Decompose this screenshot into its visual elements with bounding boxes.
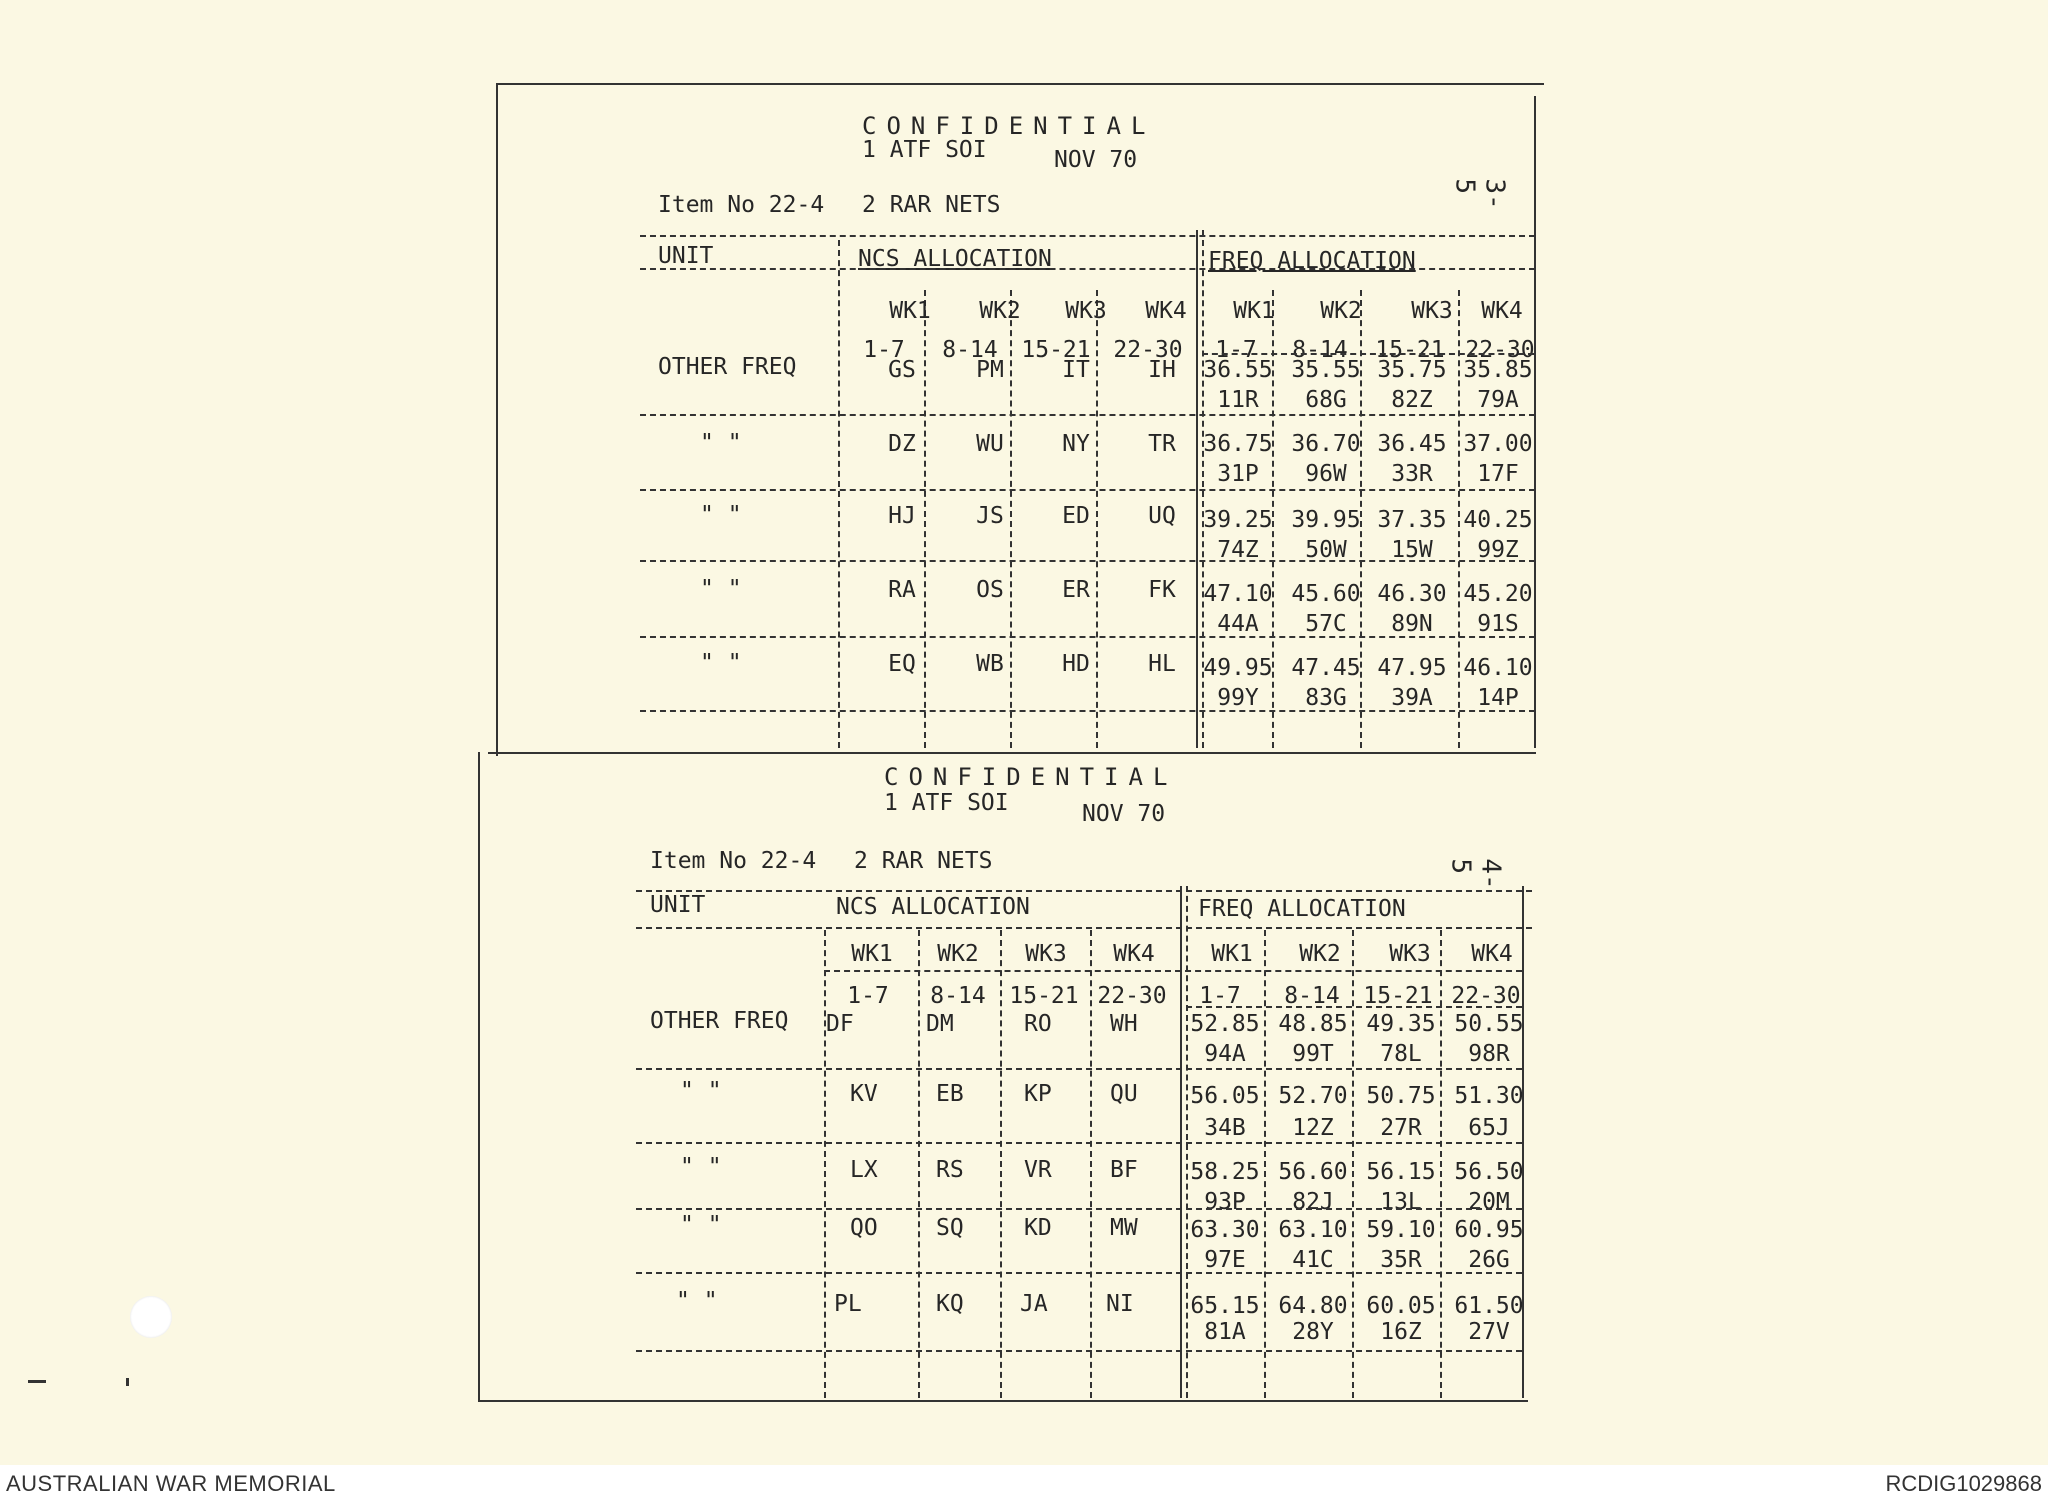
table-line (1440, 930, 1442, 1398)
date-range: 15-21 (1021, 337, 1091, 363)
ncs-callsign: SQ (936, 1215, 964, 1241)
page-number: 4-5 (1445, 858, 1506, 890)
ncs-callsign: RO (1024, 1011, 1052, 1037)
row-unit: " " (700, 502, 742, 528)
frequency-value: 52.70 (1278, 1083, 1348, 1109)
soi-label: 1 ATF SOI (862, 137, 987, 163)
table-line (640, 560, 1535, 562)
frequency-value: 39.25 (1203, 507, 1273, 533)
table-line (640, 710, 1535, 712)
frequency-value: 36.45 (1377, 431, 1447, 457)
ncs-callsign: MW (1110, 1215, 1138, 1241)
frequency-code: 31P (1217, 461, 1259, 487)
week-label: WK3 (1025, 941, 1067, 967)
table-line (838, 240, 840, 748)
freq-header: FREQ ALLOCATION (1208, 248, 1416, 274)
frequency-code: 26G (1468, 1247, 1510, 1273)
footer-reference: RCDIG1029868 (1885, 1471, 2042, 1496)
frequency-code: 44A (1217, 611, 1259, 637)
frequency-code: 13L (1380, 1189, 1422, 1215)
week-label: WK2 (1320, 298, 1362, 324)
ncs-header: NCS ALLOCATION (836, 894, 1030, 920)
frequency-code: 99Y (1217, 685, 1259, 711)
table-line (1202, 353, 1534, 355)
frequency-code: 83G (1305, 685, 1347, 711)
table-line (636, 1350, 1522, 1352)
frequency-value: 47.95 (1377, 655, 1447, 681)
frequency-value: 60.95 (1454, 1217, 1524, 1243)
frequency-code: 65J (1468, 1115, 1510, 1141)
footer-bar (0, 1465, 2048, 1501)
week-label: WK1 (851, 941, 893, 967)
frequency-code: 15W (1391, 537, 1433, 563)
row-unit: " " (680, 1212, 722, 1238)
date-range: 15-21 (1375, 337, 1445, 363)
ncs-callsign: EB (936, 1081, 964, 1107)
frequency-value: 35.85 (1463, 357, 1533, 383)
frequency-code: 27V (1468, 1319, 1510, 1345)
ncs-callsign: NY (1062, 431, 1090, 457)
frequency-value: 36.55 (1203, 357, 1273, 383)
frequency-value: 56.60 (1278, 1159, 1348, 1185)
table-line (640, 489, 1535, 491)
date-label: NOV 70 (1054, 147, 1138, 173)
week-label: WK3 (1065, 298, 1107, 324)
ncs-callsign: EQ (888, 651, 916, 677)
date-range: 22-30 (1113, 337, 1183, 363)
ncs-callsign: ED (1062, 503, 1090, 529)
week-label: WK4 (1113, 941, 1155, 967)
ncs-callsign: HJ (888, 503, 916, 529)
ncs-callsign: JA (1020, 1291, 1048, 1317)
week-label: WK4 (1481, 298, 1523, 324)
frequency-value: 37.00 (1463, 431, 1533, 457)
week-label: WK4 (1145, 298, 1187, 324)
frequency-value: 49.35 (1366, 1011, 1436, 1037)
frame-line-bottom (478, 1400, 1528, 1402)
frequency-value: 59.10 (1366, 1217, 1436, 1243)
row-unit: " " (680, 1154, 722, 1180)
ncs-callsign: KD (1024, 1215, 1052, 1241)
table-line (636, 1272, 1522, 1274)
frequency-code: 35R (1380, 1247, 1422, 1273)
frequency-code: 33R (1391, 461, 1433, 487)
frequency-value: 46.10 (1463, 655, 1533, 681)
table-line (1352, 930, 1354, 1398)
ncs-callsign: QO (850, 1215, 878, 1241)
week-label: WK1 (1233, 298, 1275, 324)
freq-header: FREQ ALLOCATION (1198, 896, 1406, 922)
date-range: 22-30 (1465, 337, 1535, 363)
date-range: 8-14 (930, 983, 986, 1009)
frequency-code: 79A (1477, 387, 1519, 413)
frequency-code: 39A (1391, 685, 1433, 711)
unit-header: UNIT (658, 243, 714, 269)
frequency-code: 11R (1217, 387, 1259, 413)
frequency-code: 99T (1292, 1041, 1334, 1067)
table-line (1186, 1006, 1522, 1008)
frequency-value: 36.75 (1203, 431, 1273, 457)
frequency-code: 81A (1204, 1319, 1246, 1345)
frequency-value: 65.15 (1190, 1293, 1260, 1319)
item-number: Item No 22-4 (658, 192, 825, 218)
date-range: 1-7 (1199, 983, 1241, 1009)
table-line (640, 636, 1535, 638)
date-range: 1-7 (847, 983, 889, 1009)
row-unit: OTHER FREQ (650, 1008, 789, 1034)
net-title: 2 RAR NETS (854, 848, 993, 874)
frequency-code: 78L (1380, 1041, 1422, 1067)
week-label: WK1 (1211, 941, 1253, 967)
table-line (1534, 96, 1536, 748)
date-range: 22-30 (1097, 983, 1167, 1009)
frequency-value: 35.75 (1377, 357, 1447, 383)
date-range: 8-14 (1292, 337, 1348, 363)
date-range: 1-7 (863, 337, 905, 363)
date-range: 8-14 (1284, 983, 1340, 1009)
frequency-code: 34B (1204, 1115, 1246, 1141)
frequency-code: 99Z (1477, 537, 1519, 563)
frequency-value: 48.85 (1278, 1011, 1348, 1037)
table-line (824, 930, 826, 1398)
ncs-callsign: PL (834, 1291, 862, 1317)
ncs-callsign: PM (976, 357, 1004, 383)
week-label: WK2 (979, 298, 1021, 324)
row-unit: " " (700, 650, 742, 676)
week-label: WK3 (1411, 298, 1453, 324)
ncs-callsign: TR (1148, 431, 1176, 457)
frequency-value: 63.30 (1190, 1217, 1260, 1243)
date-label: NOV 70 (1082, 801, 1166, 827)
frequency-code: 96W (1305, 461, 1347, 487)
ncs-callsign: KQ (936, 1291, 964, 1317)
ncs-callsign: UQ (1148, 503, 1176, 529)
ncs-callsign: WB (976, 651, 1004, 677)
ncs-callsign: DM (926, 1011, 954, 1037)
footer-institution: AUSTRALIAN WAR MEMORIAL (6, 1471, 336, 1496)
frame-line-left-upper (496, 84, 498, 756)
frequency-value: 46.30 (1377, 581, 1447, 607)
frequency-code: 50W (1305, 537, 1347, 563)
week-label: WK4 (1471, 941, 1513, 967)
frequency-value: 40.25 (1463, 507, 1533, 533)
ncs-callsign: RA (888, 577, 916, 603)
frequency-code: 91S (1477, 611, 1519, 637)
frequency-value: 56.50 (1454, 1159, 1524, 1185)
row-unit: " " (700, 430, 742, 456)
row-unit: OTHER FREQ (658, 354, 797, 380)
item-number: Item No 22-4 (650, 848, 817, 874)
ncs-callsign: WU (976, 431, 1004, 457)
frequency-code: 89N (1391, 611, 1433, 637)
frequency-code: 14P (1477, 685, 1519, 711)
frequency-code: 12Z (1292, 1115, 1334, 1141)
date-range: 15-21 (1009, 983, 1079, 1009)
frequency-code: 27R (1380, 1115, 1422, 1141)
frequency-value: 47.10 (1203, 581, 1273, 607)
net-title: 2 RAR NETS (862, 192, 1001, 218)
table-line (640, 235, 1535, 237)
punch-hole (130, 1296, 172, 1338)
frequency-code: 82J (1292, 1189, 1334, 1215)
frequency-code: 97E (1204, 1247, 1246, 1273)
frequency-code: 17F (1477, 461, 1519, 487)
frequency-value: 39.95 (1291, 507, 1361, 533)
week-label: WK1 (889, 298, 931, 324)
table-line (824, 970, 1522, 972)
table-line (1000, 930, 1002, 1398)
frequency-value: 50.55 (1454, 1011, 1524, 1037)
table-line (636, 1208, 1522, 1210)
soi-label: 1 ATF SOI (884, 790, 1009, 816)
frequency-code: 68G (1305, 387, 1347, 413)
frequency-value: 47.45 (1291, 655, 1361, 681)
table-line (636, 890, 1532, 892)
frequency-value: 63.10 (1278, 1217, 1348, 1243)
frame-line-left-lower (478, 752, 480, 1402)
row-unit: " " (700, 576, 742, 602)
frequency-code: 93P (1204, 1189, 1246, 1215)
stray-mark (28, 1380, 46, 1383)
ncs-callsign: IH (1148, 357, 1176, 383)
classification-heading: CONFIDENTIAL (884, 763, 1178, 791)
ncs-callsign: KV (850, 1081, 878, 1107)
ncs-callsign: WH (1110, 1011, 1138, 1037)
table-line (636, 927, 1532, 929)
frequency-value: 56.05 (1190, 1083, 1260, 1109)
row-unit: " " (676, 1288, 718, 1314)
date-range: 15-21 (1363, 983, 1433, 1009)
frequency-code: 94A (1204, 1041, 1246, 1067)
frequency-value: 64.80 (1278, 1293, 1348, 1319)
table-line (1264, 930, 1266, 1398)
frequency-code: 98R (1468, 1041, 1510, 1067)
frequency-code: 41C (1292, 1247, 1334, 1273)
frequency-value: 51.30 (1454, 1083, 1524, 1109)
frequency-code: 16Z (1380, 1319, 1422, 1345)
frequency-value: 60.05 (1366, 1293, 1436, 1319)
frequency-value: 58.25 (1190, 1159, 1260, 1185)
frequency-code: 20M (1468, 1189, 1510, 1215)
ncs-callsign: FK (1148, 577, 1176, 603)
ncs-callsign: QU (1110, 1081, 1138, 1107)
frequency-value: 45.20 (1463, 581, 1533, 607)
ncs-callsign: HD (1062, 651, 1090, 677)
table-line (640, 268, 1535, 270)
frequency-value: 52.85 (1190, 1011, 1260, 1037)
classification-heading: CONFIDENTIAL (862, 112, 1156, 140)
date-range: 22-30 (1451, 983, 1521, 1009)
page-number: 3-5 (1449, 178, 1510, 210)
ncs-callsign: HL (1148, 651, 1176, 677)
unit-header: UNIT (650, 892, 706, 918)
ncs-callsign: BF (1110, 1157, 1138, 1183)
ncs-callsign: OS (976, 577, 1004, 603)
stray-mark (126, 1378, 129, 1386)
frequency-value: 45.60 (1291, 581, 1361, 607)
frequency-code: 28Y (1292, 1319, 1334, 1345)
table-line (636, 1142, 1522, 1144)
ncs-callsign: KP (1024, 1081, 1052, 1107)
row-unit: " " (680, 1078, 722, 1104)
date-range: 1-7 (1215, 337, 1257, 363)
ncs-callsign: RS (936, 1157, 964, 1183)
frequency-code: 82Z (1391, 387, 1433, 413)
ncs-callsign: LX (850, 1157, 878, 1183)
frame-line-top (496, 83, 1544, 85)
ncs-callsign: DF (826, 1011, 854, 1037)
ncs-header: NCS ALLOCATION (858, 246, 1052, 272)
frequency-value: 35.55 (1291, 357, 1361, 383)
ncs-callsign: JS (976, 503, 1004, 529)
week-label: WK2 (937, 941, 979, 967)
ncs-callsign: DZ (888, 431, 916, 457)
ncs-callsign: NI (1106, 1291, 1134, 1317)
ncs-callsign: VR (1024, 1157, 1052, 1183)
frame-line-mid (488, 752, 1536, 754)
frequency-code: 57C (1305, 611, 1347, 637)
frequency-value: 56.15 (1366, 1159, 1436, 1185)
table-line (636, 1068, 1522, 1070)
frequency-value: 61.50 (1454, 1293, 1524, 1319)
week-label: WK2 (1299, 941, 1341, 967)
frequency-code: 74Z (1217, 537, 1259, 563)
frequency-value: 37.35 (1377, 507, 1447, 533)
table-line (640, 414, 1535, 416)
week-label: WK3 (1389, 941, 1431, 967)
frequency-value: 36.70 (1291, 431, 1361, 457)
frequency-value: 49.95 (1203, 655, 1273, 681)
ncs-callsign: ER (1062, 577, 1090, 603)
date-range: 8-14 (942, 337, 998, 363)
ncs-callsign: IT (1062, 357, 1090, 383)
frequency-value: 50.75 (1366, 1083, 1436, 1109)
ncs-callsign: GS (888, 357, 916, 383)
